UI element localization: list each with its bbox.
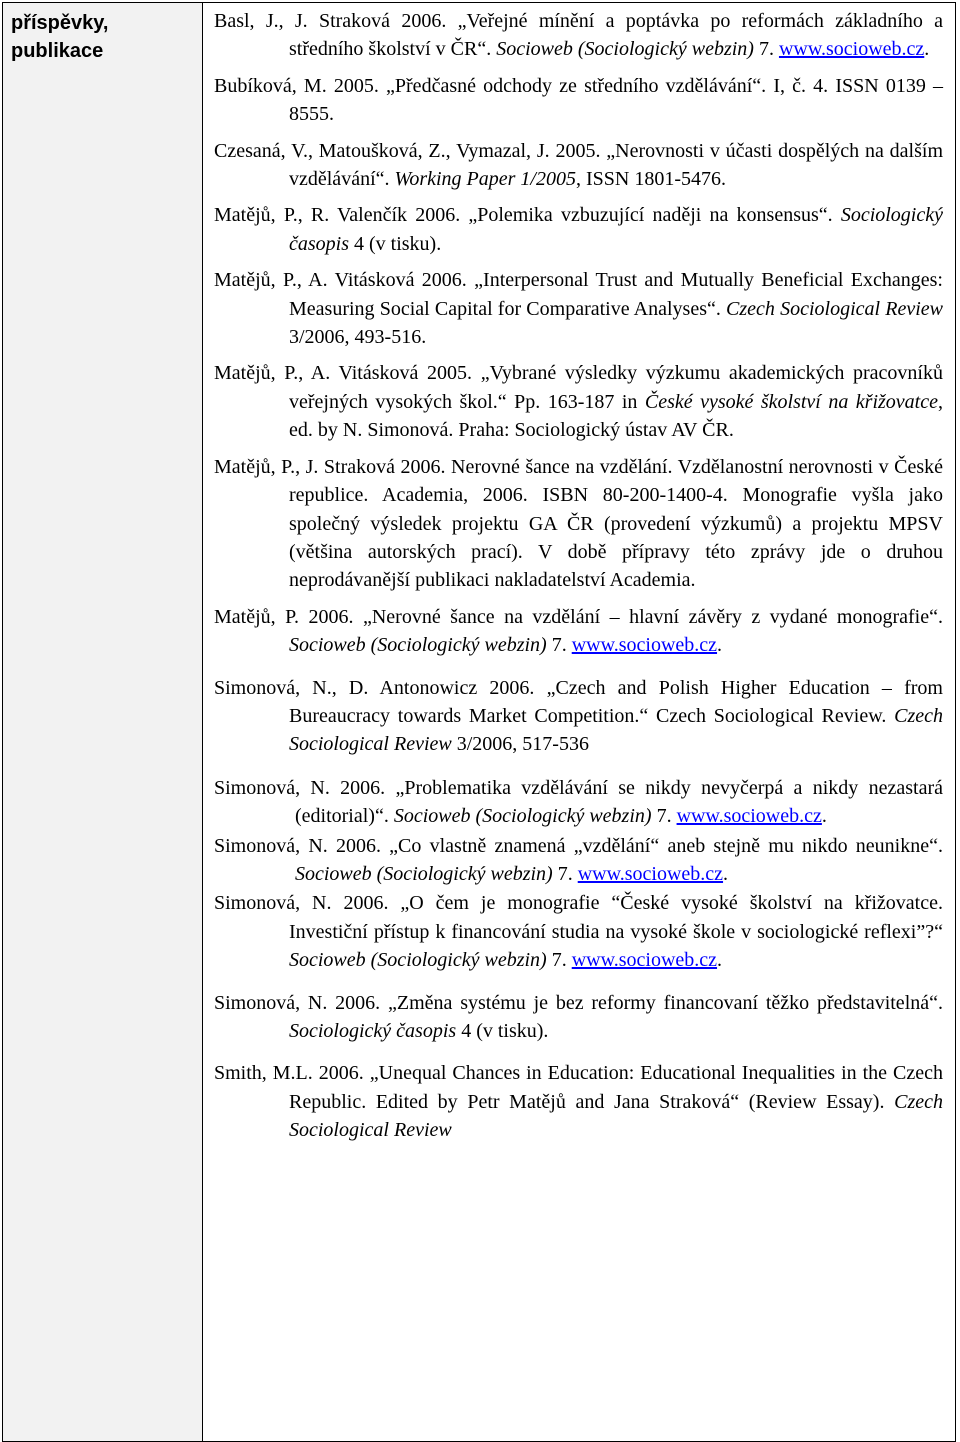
entry-text: .: [717, 949, 723, 972]
entry-link[interactable]: www.socioweb.cz: [778, 38, 925, 61]
entry-link[interactable]: www.socioweb.cz: [676, 805, 822, 828]
entry-text: Smith, M.L. 2006. „Unequal Chances in Education: Educational Inequalities in the Czech Republic. Edited by Petr Matějů and Jana Straková“ (Review Essay).: [214, 1062, 943, 1113]
entry-text: 7.: [552, 862, 578, 885]
entry-source: Socioweb (Sociologický webzin): [496, 38, 754, 61]
entry-source: Socioweb (Sociologický webzin): [393, 805, 652, 828]
publication-entry: [214, 201, 943, 258]
publication-entry: [214, 1059, 943, 1144]
entry-text: Matějů, P., R. Valenčík 2006. „Polemika vzbuzující naději na konsensus“.: [214, 204, 841, 227]
publications-table: [2, 2, 956, 1442]
entry-text: Simonová, N. 2006. „Změna systému je bez reformy financovaní těžko představitelná“.: [214, 991, 943, 1014]
entry-text: Simonová, N., D. Antonowicz 2006. „Czech and Polish Higher Education – from Bureaucracy towards Market Competition.“ Czech Sociological Review.: [214, 676, 943, 727]
section-label-line1: příspěvky,: [11, 12, 109, 34]
entry-text: 7.: [651, 805, 677, 828]
publication-entry: [214, 989, 943, 1046]
publication-entry: [214, 832, 943, 889]
publication-entry: [214, 453, 943, 595]
publication-entry: [214, 72, 943, 129]
entry-source: Socioweb (Sociologický webzin): [295, 862, 553, 885]
entry-text: Czesaná, V., Matoušková, Z., Vymazal, J. 2005. „Nerovnosti v účasti dospělých na dalším vzdělávání“.: [214, 139, 943, 191]
entry-text: 3/2006, 493-516.: [289, 326, 427, 349]
entry-text: Matějů, P. 2006. „Nerovné šance na vzdělání – hlavní závěry z vydané monografie“.: [214, 605, 943, 628]
entry-source: Sociologický časopis: [289, 204, 943, 255]
entry-text: 7.: [753, 38, 779, 61]
section-label-line2: publikace: [11, 40, 104, 62]
section-label-cell: [3, 3, 203, 1441]
entry-link[interactable]: www.socioweb.cz: [577, 862, 724, 885]
entry-text: .: [717, 634, 723, 657]
entry-text: .: [821, 805, 827, 828]
entry-text: Simonová, N. 2006. „O čem je monografie “České vysoké školství na křižovatce. Investiční přístup k financování studia na vysoké škole v sociologické reflexi”?“: [214, 892, 943, 943]
entry-source: Working Paper 1/2005: [394, 168, 576, 191]
publication-entry: [214, 7, 943, 64]
entry-text: 7.: [546, 949, 572, 972]
entry-text: 4 (v tisku).: [456, 1020, 549, 1042]
publication-entry: [214, 137, 943, 194]
entry-text: , ISSN 1801-5476.: [575, 168, 726, 191]
entry-text: Bubíková, M. 2005. „Předčasné odchody ze středního vzdělávání“. I, č. 4. ISSN 0139 – 8555.: [214, 74, 943, 126]
publication-entry: [214, 774, 943, 831]
entry-source: České vysoké školství na křižovatce: [644, 390, 938, 413]
entry-link[interactable]: www.socioweb.cz: [571, 634, 718, 657]
entry-text: Basl, J., J. Straková 2006. „Veřejné mínění a poptávka po reformách základního a středního školství v ČR“.: [214, 10, 943, 61]
entry-text: Simonová, N. 2006. „Co vlastně znamená „vzdělání“ aneb stejně mu nikdo neunikne“.: [214, 834, 943, 857]
publication-entry: [214, 603, 943, 660]
entry-source: Socioweb (Sociologický webzin): [289, 949, 547, 972]
entry-text: Matějů, P., A. Vitásková 2006. „Interpersonal Trust and Mutually Beneficial Exchanges: Measuring Social Capital for Comparative Analyses“.: [214, 269, 943, 320]
entry-source: Socioweb (Sociologický webzin): [289, 634, 547, 657]
entry-text: Matějů, P., A. Vitásková 2005. „Vybrané výsledky výzkumu akademických pracovníků veřejných vysokých škol.“ Pp. 163-187 in: [214, 362, 943, 413]
entry-source: Sociologický časopis: [289, 1020, 457, 1042]
publication-list: [203, 3, 955, 1441]
entry-text: 4 (v tisku).: [349, 232, 442, 255]
entry-text: .: [723, 862, 729, 885]
entry-link[interactable]: www.socioweb.cz: [571, 949, 718, 972]
entry-text: 7.: [546, 634, 572, 657]
entry-text: Simonová, N. 2006. „Problematika vzdělávání se nikdy nevyčerpá a nikdy nezastará (editorial)“.: [214, 776, 943, 828]
entry-text: .: [924, 38, 930, 61]
section-label: [3, 3, 202, 65]
entry-source: Czech Sociological Review: [726, 297, 943, 320]
entry-source: Czech Sociological Review: [289, 704, 943, 756]
publication-entry: [214, 359, 943, 444]
entry-source: Czech Sociological Review: [289, 1090, 943, 1142]
entry-text: , ed. by N. Simonová. Praha: Sociologický ústav AV ČR.: [289, 390, 943, 442]
publication-entry: [214, 674, 943, 759]
entry-text: Matějů, P., J. Straková 2006. Nerovné šance na vzdělání. Vzdělanostní nerovnosti v České republice. Academia, 2006. ISBN 80-200-1400-4. Monografie vyšla jako společný výsledek projektu GA ČR (provedení výzkumů) a projektu MPSV (většina autorských prací). V době přípravy této zprávy jde o druhou neprodávanější publikaci nakladatelství Academia.: [214, 455, 943, 592]
publication-entry: [214, 889, 943, 974]
publication-entry: [214, 266, 943, 351]
entry-text: 3/2006, 517-536: [451, 733, 589, 756]
